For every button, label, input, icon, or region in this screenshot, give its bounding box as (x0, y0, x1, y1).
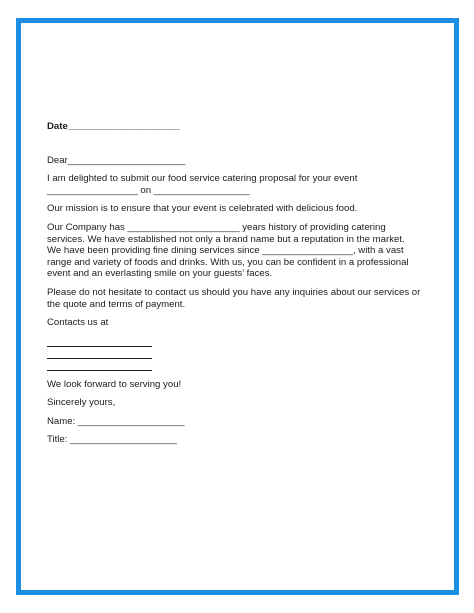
company-line: Our Company has _____________________ years history of providing catering (47, 221, 386, 233)
company-paragraph (47, 222, 421, 280)
salutation: Dear______________________ (47, 154, 186, 166)
letter-body (47, 121, 421, 453)
intro-line: I am delighted to submit our food service catering proposal for your event (47, 173, 358, 185)
company-line: range and variety of foods and drinks. With us, you can be confident in a professional (47, 256, 409, 268)
sign-off: Sincerely yours, (47, 397, 116, 409)
company-line: We have been providing fine dining services since _________________, with a vast (47, 245, 404, 257)
company-line: services. We have established not only a brand name but a reputation in the market. (47, 233, 405, 245)
name-field: Name: ____________________ (47, 415, 185, 427)
contact-line: the quote and terms of payment. (47, 298, 186, 310)
date-field: Date_____________________ (47, 121, 180, 132)
contact-blank-lines (47, 336, 421, 371)
contact-blank-line (47, 347, 152, 359)
contacts-label: Contacts us at (47, 317, 109, 329)
contact-paragraph (47, 287, 421, 310)
intro-paragraph (47, 173, 421, 196)
closing-line: We look forward to serving you! (47, 378, 182, 390)
intro-line: _________________ on __________________ (47, 184, 250, 196)
spacer (47, 140, 421, 155)
contact-blank-line (47, 359, 152, 371)
company-line: event and an everlasting smile on your guests’ faces. (47, 268, 273, 280)
contact-line: Please do not hesitate to contact us should you have any inquiries about our services or (47, 286, 421, 298)
mission-paragraph: Our mission is to ensure that your event is celebrated with delicious food. (47, 203, 358, 215)
title-field: Title: ____________________ (47, 434, 177, 446)
contact-blank-line (47, 336, 152, 348)
